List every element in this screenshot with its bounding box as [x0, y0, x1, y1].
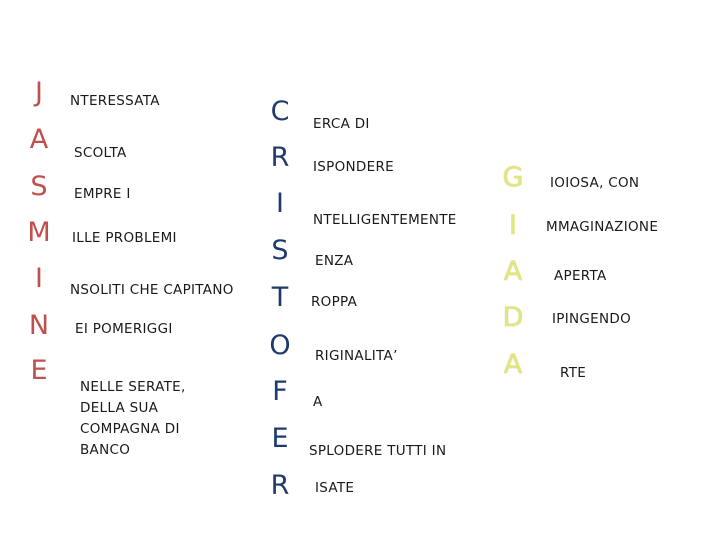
- acrostic-word: NTELLIGENTEMENTE: [313, 212, 457, 228]
- acrostic-letter: I: [276, 188, 284, 219]
- acrostic-word: SCOLTA: [74, 145, 127, 161]
- acrostic-word: MMAGINAZIONE: [546, 219, 659, 235]
- acrostic-letter: T: [271, 282, 289, 313]
- acrostic-word: RIGINALITA’: [315, 348, 398, 364]
- acrostic-word: ERCA DI: [313, 116, 370, 132]
- acrostic-word: SPLODERE TUTTI IN: [309, 443, 447, 459]
- acrostic-letter: I: [509, 210, 517, 241]
- acrostic-letter: C: [270, 96, 290, 127]
- acrostic-letter: R: [270, 142, 290, 173]
- acrostic-letter: A: [503, 349, 523, 380]
- acrostic-letter: N: [28, 310, 50, 341]
- acrostic-word: APERTA: [554, 268, 607, 284]
- acrostic-letter: O: [269, 330, 291, 361]
- acrostic-word: ISATE: [315, 480, 355, 496]
- acrostic-word: ISPONDERE: [313, 159, 394, 175]
- acrostic-letter: M: [27, 217, 51, 248]
- acrostic-letter: G: [502, 162, 524, 193]
- acrostic-letter: A: [503, 256, 523, 287]
- acrostic-word: NELLE SERATE, DELLA SUA COMPAGNA DI BANCO: [80, 379, 186, 458]
- acrostic-word: NTERESSATA: [70, 93, 160, 109]
- acrostic-word: NSOLITI CHE CAPITANO: [70, 282, 234, 298]
- acrostic-word: RTE: [560, 365, 587, 381]
- acrostic-word: EMPRE I: [74, 186, 131, 202]
- acrostic-letter: S: [30, 171, 48, 202]
- acrostic-word: EI POMERIGGI: [75, 321, 173, 337]
- acrostic-letter: S: [271, 235, 289, 266]
- acrostic-word: ILLE PROBLEMI: [72, 230, 177, 246]
- acrostic-word: IPINGENDO: [552, 311, 632, 327]
- acrostic-word: A: [313, 394, 323, 410]
- acrostic-letter: J: [35, 77, 43, 108]
- acrostic-word: ENZA: [315, 253, 354, 269]
- acrostic-letter: A: [29, 124, 49, 155]
- acrostic-letter: F: [272, 376, 288, 407]
- acrostic-word: IOIOSA, CON: [550, 175, 640, 191]
- acrostic-letter: E: [271, 423, 289, 454]
- acrostic-letter: I: [35, 263, 43, 294]
- acrostic-letter: R: [270, 470, 290, 501]
- acrostic-letter: E: [30, 355, 48, 386]
- acrostic-word: ROPPA: [311, 294, 358, 310]
- acrostic-letter: D: [502, 302, 524, 333]
